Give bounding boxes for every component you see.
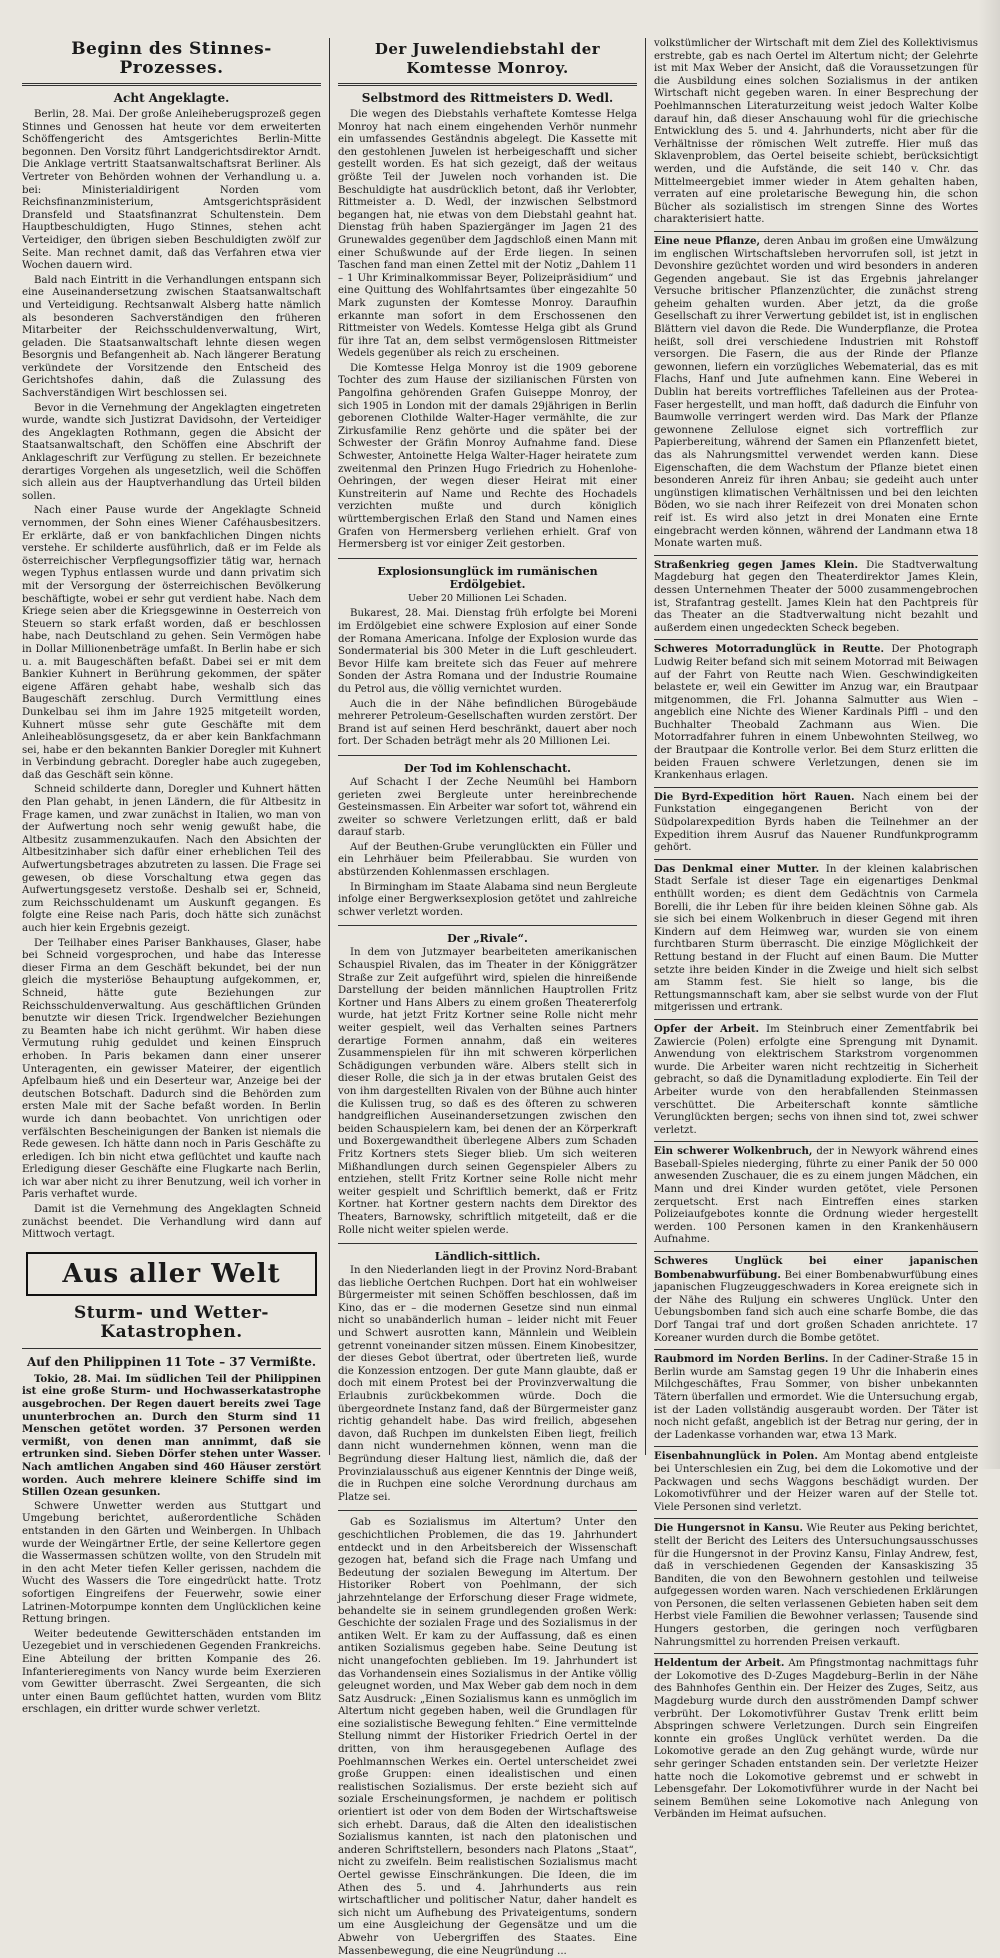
- news-item-head: Das Denkmal einer Mutter.: [654, 862, 820, 875]
- paragraph: Berlin, 28. Mai. Der große Anleiheberugsprozeß gegen Stinnes und Genossen hat heute vor dem erweiterten Schöffengericht des Amtsgerichtes Berlin-Mitte begonnen. Den Vorsitz führt Landgerichtsdirektor Arndt. Die Anklage vertritt Staatsanwaltschaftsrat Berliner. Als Vertreter von Behörden wohnen der Verhandlung u. a. bei: Ministerialdirigent Norden vom Reichsfinanzministerium, Amtsgerichtspräsident Dransfeld und Staatsfinanzrat Schultenstein. Dem Hauptbeschuldigten, Hugo Stinnes, stehen acht Verteidiger, den übrigen sieben Beschuldigten zwölf zur Seite. Man rechnet damit, daß das Verfahren etwa vier Wochen dauern wird.: [22, 109, 321, 272]
- news-item: [654, 643, 978, 783]
- news-item-head: Ein schwerer Wolkenbruch,: [654, 1145, 813, 1158]
- news-item-text: deren Anbau im großen eine Umwälzung im englischen Wirtschaftsleben hervorrufen soll, ist jetzt in Devonshire gezüchtet worden und wird besonders in anderen Gegenden angebaut. Sie ist das Ergebnis jahrelanger Versuche britischer Pflanzenzüchter, die zunächst streng geheim gehalten wurden. Aber jetzt, da die große Gesellschaft zu ihrer Verwertung gebildet ist, ist in englischen Blättern viel davon die Rede. Die Wunderpflanze, die Protea heißt, soll drei verschiedene Industrien mit Rohstoff versorgen. Die Fasern, die aus der Rinde der Pflanze gewonnen, liefern ein vorzügliches Webematerial, das es mit Flachs, Hanf und Jute aufnehmen kann. Eine Weberei in Dublin hat bereits vortreffliches Tafelleinen aus der Protea-Faser hergestellt, und man hofft, daß dadurch die Einfuhr von Baumwolle verringert werden wird. Das Mark der Pflanze gewonnene Zellulose eignet sich vortrefflich zur Papierbereitung, während der Samen ein Pflanzenfett bietet, das als Nahrungsmittel verwendet werden kann. Diese Eigenschaften, die dem Wachstum der Pflanze bietet einen besonderen Anreiz für ihren Anbau; sie gedeiht auch unter ungünstigen klimatischen Verhältnissen und bei den leichten Böden, wo sie nach ihrer Reifezeit von drei Monaten schon reif ist. Es wird also jetzt in drei Monaten eine Ernte eingebracht werden können, während der Landmann etwa 18 Monate warten muß.: [654, 235, 978, 550]
- laendlich-title: Ländlich-sittlich.: [434, 1250, 541, 1264]
- paragraph: Die wegen des Diebstahls verhaftete Komtesse Helga Monroy hat nach einem eingehenden Verhör nunmehr ein umfassendes Geständnis abgelegt. Die Kassette mit den gestohlenen Juwelen ist herbeigeschafft und sicher gestellt worden. Es hat sich gezeigt, daß der weitaus größte Teil der Juwelen noch vorhanden ist. Die Beschuldigte hat ausdrücklich betont, daß ihr Verlobter, Rittmeister a. D. Wedl, der inzwischen Selbstmord begangen hat, nie etwas von dem Diebstahl geahnt hat. Dienstag früh haben Spaziergänger im Jagen 21 des Grunewaldes gegenüber dem Jagdschloß einen Mann mit einer Schußwunde auf der Erde liegen. In seinen Taschen fand man einen Zettel mit der Notiz „Dahlem 11 – 1 Uhr Kriminalkommissar Beyer, Polizeipräsidium“ und eine Quittung des Wohlfahrtsamtes über eingezahlte 50 Mark zugunsten der Komtesse Monroy. Daraufhin erkannte man sofort in dem Erschossenen den Rittmeister von Wedels. Komtesse Helga gibt als Grund für ihre Tat an, dem selbst vermögenslosen Rittmeister Wedels gegenüber als reich zu erscheinen.: [338, 109, 637, 360]
- paragraph: Nach einer Pause wurde der Angeklagte Schneid vernommen, der Sohn eines Wiener Caféhausbesitzers. Er erklärte, daß er von bankfachlichen Dingen nichts verstehe. Er schilderte ausführlich, daß er im Felde als österreichischer Verpflegungsoffizier tätig war, hernach wegen Typhus entlassen wurde und dann privatim sich mit der Versorgung der österreichischen Bevölkerung beschäftigte, wobei er sehr gut verdient habe. Nach dem Kriege seien aber die Kriegsgewinne in Oesterreich von Steuern so stark erfaßt worden, daß er beschlossen habe, nach Deutschland zu gehen. Sein Vermögen habe in Dollar Millionenbeträge umfaßt. In Berlin habe er sich u. a. mit Baugeschäften befaßt. Dabei sei er mit dem Bankier Kuhnert in Berührung gekommen, der später eigene Affären gehabt habe, weshalb sich das Baugeschäft zerschlug. Durch Vermittlung eines Dunkelbau sei ihm im Jahre 1925 mitgeteilt worden, Kuhnert müsse sehr gute Geschäfte mit dem Anleiheablösungsgesetz, da er aber kein Bankfachmann sei, habe er den bekannten Bankier Doregler mit Kuhnert in Verbindung gebracht. Doregler habe auch zugegeben, daß das Geschäft sein könne.: [22, 505, 321, 781]
- section-banner: Aus aller Welt: [26, 1252, 317, 1296]
- explosion-subtitle: Ueber 20 Millionen Lei Schaden.: [408, 592, 567, 604]
- paragraph: Auch die in der Nähe befindlichen Bürogebäude mehrerer Petroleum-Gesellschaften wurden zerstört. Der Brand ist auf seinen Herd beschränkt, dauert aber noch fort. Der Schaden beträgt mehr als 20 Millionen Lei.: [338, 698, 637, 748]
- news-item: [654, 1353, 978, 1442]
- news-item: [654, 235, 978, 551]
- paragraph: Die Komtesse Helga Monroy ist die 1909 geborene Tochter des zum Hause der sizilianischen Fürsten von Pangolfina gehörenden Grafen Guiseppe Monroy, der sich 1905 in London mit der damals 29jährigen in Berlin geborenen Clothilde Walter-Hager vermählte, die zur Zirkusfamilie Renz gehörte und die später bei der Schwester der Gräfin Monroy Aufnahme fand. Diese Schwester, Antoinette Helga Walter-Hager heiratete zum zweitenmal den Prinzen Hugo Friedrich zu Hohenlohe-Oehringen, der wegen dieser Heirat mit einer Kunstreiterin auf Name und Rechte des Hochadels verzichten mußte und durch königlich württembergischen Erlaß den Stand und Namen eines Grafen von Hermersberg verliehen erhielt. Graf von Hermersberg ist vor einiger Zeit gestorben.: [338, 362, 637, 551]
- paragraph: Auf der Beuthen-Grube verunglückten ein Füller und ein Lehrhäuer beim Pfeilerabbau. Sie wurden von abstürzenden Kohlenmassen erschlagen.: [338, 841, 637, 879]
- news-item: [654, 559, 978, 636]
- storm-subtitle: Auf den Philippinen 11 Tote – 37 Vermißte.: [26, 1354, 317, 1369]
- divider: [338, 925, 637, 926]
- news-item-head: Eine neue Pflanze,: [654, 234, 761, 247]
- news-item-head: Schweres Motorradunglück in Reutte.: [654, 643, 885, 656]
- news-item-text: In der Cadiner-Straße 15 in Berlin wurde am Samstag gegen 19 Uhr die Inhaberin eines Milchgeschäftes, Frau Sommer, von bisher unbekannten Tätern überfallen und ermordet. Wie die Untersuchung ergab, ist der Laden vollständig ausgeraubt worden. Der Täter ist noch nicht gefaßt, angeblich ist der Betrag nur gering, der in der Ladenkasse vorhanden war, etwa 13 Mark.: [654, 1354, 978, 1441]
- divider: [654, 787, 978, 788]
- paragraph: Bald nach Eintritt in die Verhandlungen entspann sich eine Auseinandersetzung zwischen Staatsanwaltschaft und Verteidigung. Rechtsanwalt Alsberg hatte nämlich als besonderen Sachverständigen den früheren Mitarbeiter der Reichsschuldenverwaltung, Wirt, geladen. Die Staatsanwaltschaft lehnte diesen wegen Besorgnis und Befangenheit ab. Nach längerer Beratung verkündete der Vorsitzende den Entscheid des Gerichtshofes dahin, daß die Zulassung des Sachverständigen Wirt beschlossen sei.: [22, 274, 321, 400]
- column-right: [646, 38, 986, 1821]
- divider: [22, 1348, 321, 1349]
- news-item-head: Heldentum der Arbeit.: [654, 1657, 785, 1670]
- paragraph: In den Niederlanden liegt in der Provinz Nord-Brabant das liebliche Oertchen Ruchpen. Dort hat ein wohlweiser Bürgermeister mit seinen Schöffen beschlossen, daß im Kino, das er – die modernen Gesetze sind nun einmal nicht so unabänderlich human – leider nicht mit Feuer und Schwert ausrotten kann, Männlein und Weiblein getrennt voneinander sitzen müssen. Einem Kinobesitzer, der dieses Gebot übertrat, oder übertreten ließ, wurde die Konzession entzogen. Der gute Mann glaubte, daß er doch mit einem Protest bei der Provinzverwaltung die Erlaubnis zurückbekommen würde. Doch die übergeordnete Instanz fand, daß der Bürgermeister ganz richtig gehandelt habe. Das wird freilich, abgesehen davon, daß Ruchpen im dunkelsten Eiben liegt, freilich dann nicht wundernehmen können, wenn man die Begründung dieser Haltung liest, nämlich die, daß der Provinzialausschuß aus eigener Kenntnis der Dinge weiß, die in Ruchpen eine solche Verordnung durchaus am Platze sei.: [338, 1265, 637, 1503]
- paragraph: Weiter bedeutende Gewitterschäden entstanden im Uezegebiet und in verschiedenen Gegenden Frankreichs. Eine Abteilung der britten Kompanie des 26. Infanterieregiments von Nancy wurde beim Exerzieren vom Gewitter überrascht. Zwei Sergeanten, die sich unter einen Baum geflüchtet hatten, wurden vom Blitz erschlagen, ein dritter wurde schwer verletzt.: [22, 1628, 321, 1716]
- news-item-text: Die Stadtverwaltung Magdeburg hat gegen den Theaterdirektor James Klein, dessen Unternehmen Theater der 5000 zusammengebrochen ist, Strafantrag gestellt. James Klein hat den Pachtpreis für das Theater an die Stadtverwaltung nicht bezahlt und außerdem einen ungedeckten Scheck begeben.: [654, 559, 978, 634]
- paragraph: Schwere Unwetter werden aus Stuttgart und Umgebung berichtet, außerordentliche Schäden entstanden in den Gärten und Weinbergen. In Uhlbach wurde der Weingärtner Ertle, der seine Kellertore gegen die Wassermassen schützen wollte, von den Strudeln mit in den acht Meter tiefen Keller gerissen, nachdem die Wucht des Wassers die Tore eingedrückt hatte. Trotz sofortigen Eingreifens der Feuerwehr, sowie einer Latrinen-Motorpumpe konnten dem Unglücklichen keine Rettung bringen.: [22, 1500, 321, 1626]
- explosion-title: Explosionsunglück im rumänischen Erdölgebiet.: [377, 564, 598, 591]
- paragraph: Gab es Sozialismus im Altertum? Unter den geschichtlichen Problemen, die das 19. Jahrhundert entdeckt und in den Arbeitsbereich der Wissenschaft gezogen hat, befand sich die Frage nach Umfang und Bedeutung der sozialen Bewegung im Altertum. Der Historiker Robert von Poehlmann, der sich jahrzehntelange der Erforschung dieser Frage widmete, behandelte sie in seinem grundlegenden großen Werk: Geschichte der sozialen Frage und des Sozialismus in der antiken Welt. Er kam zu der Auffassung, daß es einen antiken Sozialismus gegeben habe. Seine Deutung ist nicht unangefochten geblieben. Im 19. Jahrhundert ist das Vorhandensein eines Sozialismus in der Antike völlig geleugnet worden, und Max Weber gab dem noch in dem Satz Ausdruck: „Einen Sozialismus kann es unmöglich im Altertum nicht gegeben haben, weil die Grundlagen für eine sozialistische Bewegung fehlten.“ Eine vermittelnde Stellung nimmt der Historiker Friedrich Oertel in der dritten, von ihm herausgegebenen Auflage des Poehlmannschen Werkes ein. Oertel unterscheidet zwei große Gruppen: einen idealistischen und einen realistischen Sozialismus. Der erste bezieht sich auf soziale Erscheinungsformen, je nachdem er politisch orientiert ist oder von dem Boden der Wirtschaftsweise sich erhebt. Daraus, daß die Alten den idealistischen Sozialismus kannten, ist nach den platonischen und anderen Schriftstellern, besonders nach Platons „Staat“, nicht zu zweifeln. Beim realistischen Sozialismus macht Oertel gewisse Einschränkungen. Die Ideen, die im Athen des 5. und 4. Jahrhunderts aus rein wirtschaftlicher und politischer Natur, daher handelt es sich nicht um Aufhebung des Privateigentums, sondern um eine Ausgleichung der Gegensätze und um die Abwehr von Uebergriffen des Staates. Eine Massenbewegung, die eine Neugründung ...: [338, 1517, 637, 1957]
- divider: [654, 859, 978, 860]
- news-item-head: Die Byrd-Expedition hört Rauen.: [654, 790, 855, 803]
- divider: [654, 1019, 978, 1020]
- page-fold-shadow: [978, 0, 1000, 1469]
- paragraph: Schneid schilderte dann, Doregler und Kuhnert hätten den Plan gehabt, in jenen Ländern, die für Altbesitz in Frage kamen, und zwar zunächst in Italien, wo man von der Aufwertung noch sehr wenig gewußt habe, die Altbesitz zusammenzukaufen. Nach den Absichten der Altbesitzinhaber sich dafür einer erheblichen Teil des Aufwertungsbetrages abzutreten zu lassen. Die Frage sei gewesen, ob diese Vorschaltung etwa gegen das Aufwertungsgesetz verstoße. Deshalb sei er, Schneid, zum Reichsschuldenamt um Auskunft gegangen. Es folgte eine Reise nach Paris, doch hätte sich zunächst auch hier kein Ergebnis gezeigt.: [22, 784, 321, 934]
- divider: [338, 1510, 637, 1511]
- divider: [654, 639, 978, 640]
- news-item: [654, 1145, 978, 1247]
- news-item-text: Im Steinbruch einer Zementfabrik bei Zawiercie (Polen) erfolgte eine Sprengung mit Dynamit. Anwendung von elektrischem Starkstrom vorgenommen wurde. Die Arbeiter waren nicht rechtzeitig in Sicherheit gebracht, so daß die Dynamitladung explodierte. Ein Teil der Arbeiter wurde von den herabfallenden Steinmassen verschüttet. Die Arbeiterschaft konnte sämtliche Verunglückten bergen; sechs von ihnen sind tot, zwei schwer verletzt.: [654, 1023, 979, 1136]
- news-item-text: Der Photograph Ludwig Reiter befand sich mit seinem Motorrad mit Beiwagen auf der Fahrt von Reutte nach Wien. Geschwindigkeiten belastete er, weil ein Gewitter im Anzug war, ein Brautpaar mitgenommen, die Frl. Johanna Salmutter aus Wien – angeblich eine Nichte des Wiener Kardinals Piffl – und den Buchhalter Theobald Zachmann aus Wien. Die Motorradfahrer fuhren in einem Unbewohnten Steilweg, wo der Brautpaar die Kontrolle verlor. Bei dem Sturz erlitten die beiden Frauen schwere Verletzungen, denen sie im Krankenhaus erlagen.: [654, 644, 978, 782]
- paragraph: Der Teilhaber eines Pariser Bankhauses, Glaser, habe bei Schneid vorgesprochen, und habe das Interesse dieser Firma an dem Geschäft bekundet, bei der nun gleich die mysteriöse Behauptung aufgekommen, er, Schneid, hätte gute Beziehungen zur Reichsschuldenverwaltung. Aus geschäftlichen Gründen benutzte wir diesen Trick. Irgendwelcher Beziehungen zu Beamten habe ich nicht gerühmt. Wir haben diese Vermutung ruhig geduldet und keinen Einspruch erhoben. In Paris bekamen dann einer unserer Unteragenten, ein gewisser Mateirer, der eigentlich Apfelbaum hieß und ein Deserteur war, Anzeige bei der deutschen Botschaft. Dadurch sind die Behörden zum ersten Male mit der Sache befaßt worden. In Berlin wurde ich dann beobachtet. Von unrichtigen oder verfälschten Bescheinigungen der Banken ist niemals die Rede gewesen. Ich hätte dann noch in Paris Geschäfte zu erledigen. Ich bin nicht etwa geflüchtet und kaufte nach Erledigung dieser Geschäfte eine Flugkarte nach Berlin, ich war aber nicht zu ihrer Benutzung, weil ich vorher in Paris verhaftet wurde.: [22, 937, 321, 1201]
- paragraph: Auf Schacht I der Zeche Neumühl bei Hamborn gerieten zwei Bergleute unter hereinbrechende Gesteinsmassen. Ein Arbeiter war sofort tot, während ein zweiter so schwere Verletzungen erlitt, daß er bald darauf starb.: [338, 776, 637, 839]
- news-item: [654, 1255, 978, 1345]
- divider: [654, 1349, 978, 1350]
- storm-body: [22, 1373, 321, 1717]
- storm-title: Sturm- und Wetter-Katastrophen.: [74, 1302, 269, 1342]
- paragraph: Damit ist die Vernehmung des Angeklagten Schneid zunächst beendet. Die Verhandlung wird dann auf Mittwoch vertagt.: [22, 1204, 321, 1241]
- juwelen-subtitle: Selbstmord des Rittmeisters D. Wedl.: [361, 91, 614, 105]
- divider: [338, 83, 637, 86]
- divider: [654, 1518, 978, 1519]
- coal-title: Der Tod im Kohlenschacht.: [403, 761, 572, 775]
- divider: [654, 1251, 978, 1252]
- column-middle: [330, 38, 646, 1957]
- divider: [654, 1653, 978, 1654]
- news-item-text: Am Pfingstmontag nachmittags fuhr der Lokomotive des D-Zuges Magdeburg–Berlin in der Nähe des Bahnhofes Genthin ein. Der Heizer des Zuges, Seitz, aus Magdeburg wurde durch den ausströmenden Dampf schwer verbrüht. Der Lokomotivführer Gustav Trenk erlitt beim Abspringen schwere Verletzungen. Durch sein Eingreifen konnte ein großes Unglück verhütet werden. Da die Lokomotive gerade an den Zug gehängt wurde, würde nur sehr geringer Schaden entstanden sein. Der verletzte Heizer hatte noch die Lokomotive gebremst und er schwebt in Lebensgefahr. Der Lokomotivführer wurde in der Nacht bei seinem Bemühen seine Lokomotive nach Anlegung von Verbänden im Heimat aufsuchen.: [654, 1658, 978, 1821]
- rivale-title: Der „Rivale“.: [447, 932, 528, 946]
- divider: [338, 755, 637, 756]
- news-item-text: Nach einem bei der Funkstation eingegangenen Bericht von der Südpolarexpedition Byrds haben die Teilnehmer an der Expedition ihrem Ausruf das Nauener Rundfunkprogramm gehört.: [654, 791, 978, 854]
- news-item-text: In der kleinen kalabrischen Stadt Serfale ist dieser Tage ein eigenartiges Denkmal enthüllt worden; es dient dem Gedächtnis von Carmela Borelli, die ihr Leben für ihre beiden kleinen Söhne gab. Als sie sich bei einem Wolkenbruch in dieser Gegend mit ihren Kindern auf dem Heimweg war, wurden sie von einem furchtbaren Sturm überrascht. Die einzige Möglichkeit der Rettung bestand in der Flucht auf einen Baum. Die Mutter setzte ihre beiden Kinder in die Zweige und hielt sich selbst am Stamm fest. Sie hielt so lange, bis die Rettungsmannschaft kam, aber sie selbst wurde von der Flut mitgerissen und ertrank.: [654, 863, 978, 1014]
- column-left: [14, 38, 330, 1716]
- news-item: [654, 1450, 978, 1514]
- divider: [654, 231, 978, 232]
- divider: [338, 1243, 637, 1244]
- paragraph: Tokio, 28. Mai. Im südlichen Teil der Philippinen ist eine große Sturm- und Hochwasserkatastrophe ausgebrochen. Der Regen dauert bereits zwei Tage ununterbrochen an. Durch den Sturm sind 11 Menschen getötet worden. 37 Personen werden vermißt, von denen man annimmt, daß sie ertrunken sind. Sieben Dörfer stehen unter Wasser. Nach amtlichen Angaben sind 460 Häuser zerstört worden. Auch mehrere kleinere Schiffe sind im Stillen Ozean gesunken.: [22, 1372, 321, 1499]
- news-item: [654, 1023, 978, 1137]
- divider: [22, 83, 321, 86]
- stinnes-subtitle: Acht Angeklagte.: [113, 91, 230, 105]
- news-item-text: Wie Reuter aus Peking berichtet, stellt der Bericht des Leiters des Untersuchungsausschusses für die Hungersnot in der Provinz Kansu, Finlay Andrew, fest, daß in verschiedenen Gegenden der Kansaskiszing 35 Banditen, die von den Bewohnern gestohlen und teilweise aufgegessen worden waren. Nach verschiedenen Erklärungen von Personen, die selten verlassenen Gebieten haben seit dem Herbst viele Familien die Bewohner verlassen; Tausende sind Hungers gestorben, die geringen noch verfügbaren Nahrungsmittel zu horrenden Preisen verkauft.: [654, 1523, 978, 1648]
- news-item-head: Raubmord im Norden Berlins.: [654, 1353, 829, 1366]
- divider: [654, 1141, 978, 1142]
- paragraph: In Birmingham im Staate Alabama sind neun Bergleute infolge einer Bergwerksexplosion getötet und zahlreiche schwer verletzt worden.: [338, 881, 637, 918]
- news-item-head: Straßenkrieg gegen James Klein.: [654, 558, 859, 571]
- news-item-text: der in Newyork während eines Baseball-Spieles niederging, führte zu einer Panik der 50 000 anwesenden Zuschauer, die es zu einem jungen Mädchen, ein Mann und drei Kinder wurden getötet, viele Personen zerquetscht. Erst nach Eintreffen eines starken Polizeiaufgebotes konnte die Ordnung wieder hergestellt werden. 100 Personen kamen in den Krankenhäusern Aufnahme.: [654, 1146, 978, 1246]
- news-item: [654, 1522, 978, 1649]
- paragraph: Bevor in die Vernehmung der Angeklagten eingetreten wurde, wandte sich Justizrat Davidsohn, der Verteidiger des Angeklagten Rothmann, gegen die Absicht der Staatsanwaltschaft, den Schöffen eine Abschrift der Anklageschrift zur Verfügung zu stellen. Er bezeichnete derartiges Vorgehen als ungesetzlich, weil die Schöffen sich allein aus der Hauptverhandlung das Urteil bilden sollen.: [22, 402, 321, 502]
- news-item-head: Eisenbahnunglück in Polen.: [654, 1450, 818, 1463]
- news-item-text: Bei einer Bombenabwurfübung eines japanischen Flugzeuggeschwaders in Korea ereignete sich in der Nähe des Ruljung ein schweres Unglück. Unter den Uebungsbomben fand sich auch eine scharfe Bombe, die das Dorf Tangai traf und dort großen Schaden anrichtete. 17 Koreaner wurden durch die Bombe getötet.: [654, 1269, 978, 1344]
- news-item: [654, 38, 978, 227]
- divider: [338, 558, 637, 559]
- juwelen-title: Der Juwelendiebstahl der Komtesse Monroy.: [374, 40, 601, 77]
- news-item-text: volkstümlicher der Wirtschaft mit dem Ziel des Kollektivismus erstrebte, gab es nach Oertel im Altertum nicht; der Gelehrte ist mit Max Weber der Ansicht, daß die Voraussetzungen für die Ausbildung eines solchen Sozialismus in der antiken Wirtschaft nicht gegeben waren. In einer Besprechung der Poehlmannschen Literaturzeitung weist jedoch Walter Kolbe darauf hin, daß dieser Anschauung wohl für die griechische Entwicklung des 5. und 4. Jahrhunderts, nicht aber für die Verhältnisse der römischen Welt zutreffe. Hier muß das Sklavenproblem, das Oertel beiseite schiebt, berücksichtigt werden, und die Aufstände, die seit 140 v. Chr. das Mittelmeergebiet immer wieder in Atem gehalten haben, verraten auf eine proletarische Bewegung hin, die schon Bücher als sozialistisch im strengen Sinne des Wortes charakterisiert hatte.: [654, 38, 978, 226]
- news-item-text: Am Montag abend entgleiste bei Unterschlesien ein Zug, bei dem die Lokomotive und der Packwagen und sechs Waggons beschädigt wurden. Der Lokomotivführer und der Heizer waren auf der Stelle tot. Viele Personen sind verletzt.: [654, 1451, 978, 1513]
- news-item: [654, 863, 978, 1015]
- news-item: [654, 791, 978, 855]
- divider: [654, 555, 978, 556]
- news-item-head: Die Hungersnot in Kansu.: [654, 1522, 804, 1535]
- divider: [654, 1446, 978, 1447]
- stinnes-body: [22, 109, 321, 1242]
- news-item: [654, 1657, 978, 1822]
- news-item-head: Opfer der Arbeit.: [654, 1022, 760, 1035]
- news-item-head: Schweres Unglück bei einer japanischen Bombenabwurfübung.: [654, 1255, 978, 1281]
- paragraph: In dem von Jutzmayer bearbeiteten amerikanischen Schauspiel Rivalen, das im Theater in der Königgrätzer Straße zur Zeit aufgeführt wird, spielen die hinreißende Darstellung der beiden männlichen Hauptrollen Fritz Kortner und Hans Albers zu einem großen Theatererfolg wurde, hat jetzt Fritz Kortner seine Rolle nicht mehr weiter gespielt, weil das Verhalten seines Partners derartige Formen annahm, daß ein weiteres Zusammenspielen für ihn mit schweren körperlichen Schädigungen verbunden wäre. Albers stellt sich in dieser Rolle, die sich ja in der etwas brutalen Geist des von ihm dargestellten Rivalen von der Bühne auch hinter die Kulissen trug, so daß es des öfteren zu schweren handgreiflichen Auseinandersetzungen zwischen den beiden Schauspielern kam, bei denen der an Körperkraft und Boxergewandtheit überlegene Albers zum Schaden Fritz Kortners stets Sieger blieb. Um sich weiteren Mißhandlungen durch seinen Gegenspieler Albers zu entziehen, stellt Fritz Kortner seine Rolle nicht mehr weiter gespielt und Schriftlich bemerkt, daß er Fritz Kortner. hat Kortner gestern nachts dem Direktor des Theaters, Barnowsky, schriftlich mitgeteilt, daß er die Rolle nicht weiter spielen werde.: [338, 947, 637, 1236]
- stinnes-title: Beginn des Stinnes-Prozesses.: [71, 39, 272, 78]
- paragraph: Bukarest, 28. Mai. Dienstag früh erfolgte bei Moreni im Erdölgebiet eine schwere Explosion auf einer Sonde der Romana Americana. Infolge der Explosion wurde das Sondermaterial bis 300 Meter in die Luft geschleudert. Bevor Hilfe kam breitete sich das Feuer auf mehrere Sonden der Astra Romana und der Industrie Roumaine du Petrol aus, die völlig vernichtet wurden.: [338, 608, 637, 695]
